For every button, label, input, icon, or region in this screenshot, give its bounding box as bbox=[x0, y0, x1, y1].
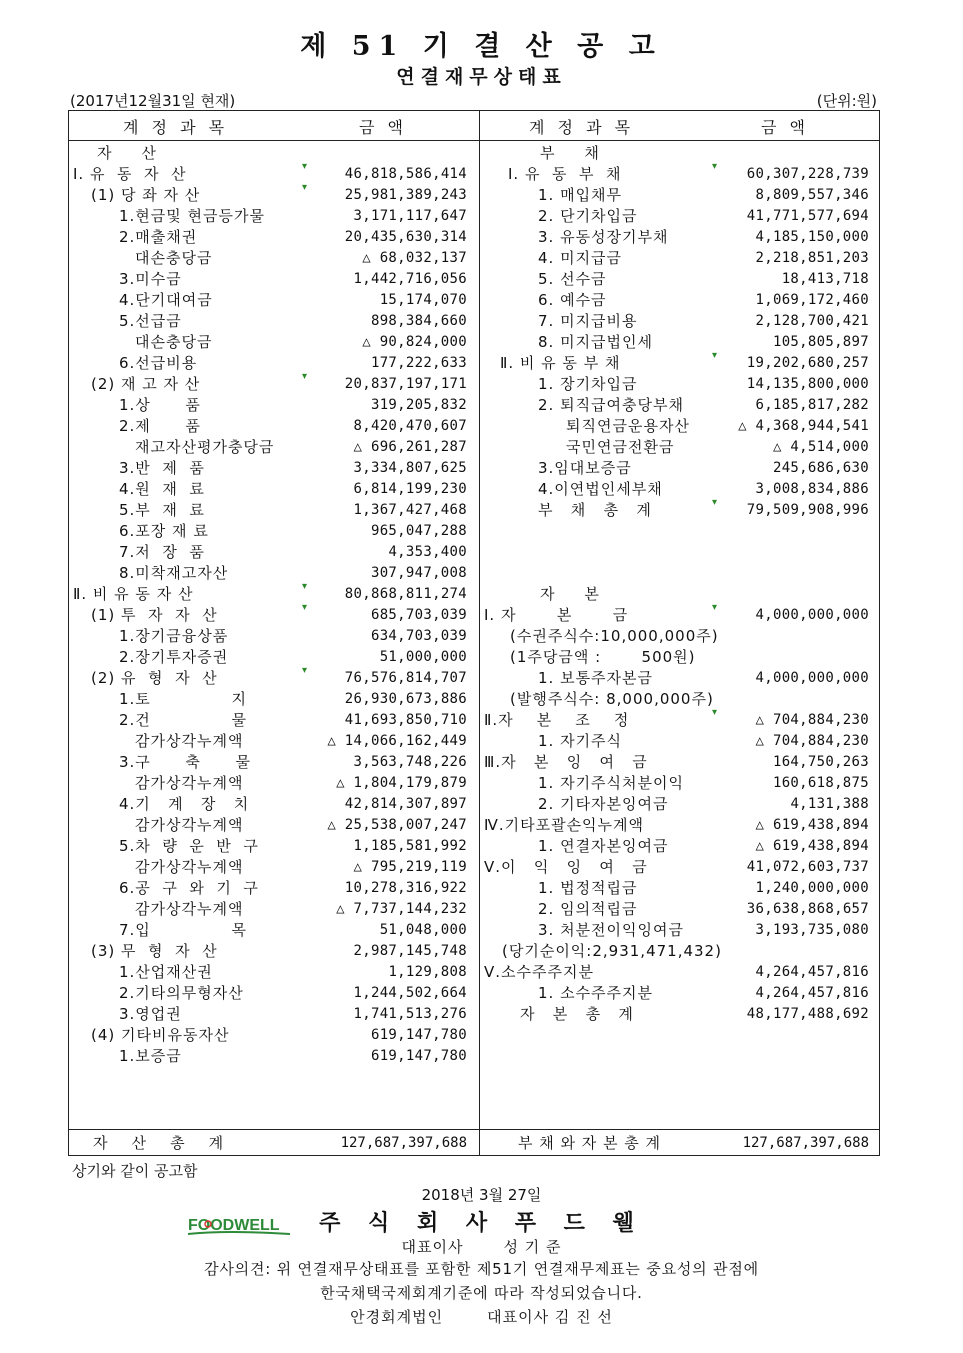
asset-account-label: 4.단기대여금 bbox=[119, 291, 213, 309]
liability-equity-account-label: 자 본 총 계 bbox=[520, 1005, 634, 1023]
liability-equity-row bbox=[480, 161, 869, 185]
asset-amount: 51,000,000 bbox=[379, 649, 467, 665]
liability-equity-row bbox=[480, 227, 869, 248]
asset-row bbox=[69, 602, 467, 626]
liabilities-equity-total-amount: 127,687,397,688 bbox=[742, 1135, 869, 1151]
asset-account-label: 1.현금및 현금등가물 bbox=[119, 207, 266, 225]
asset-amount: 634,703,039 bbox=[370, 628, 467, 644]
liability-equity-account-label: Ⅰ. 자 본 금 bbox=[484, 606, 629, 624]
liability-equity-row bbox=[480, 836, 869, 857]
liability-equity-account-label: 1. 매입채무 bbox=[538, 186, 623, 204]
asset-amount: 1,129,808 bbox=[388, 964, 467, 980]
marker-icon: ▾ bbox=[301, 371, 307, 382]
liability-equity-row bbox=[480, 899, 869, 920]
liability-equity-amount: 2,128,700,421 bbox=[755, 313, 869, 329]
liability-equity-row bbox=[480, 497, 869, 521]
asset-row bbox=[69, 371, 467, 395]
liability-equity-amount: △ 704,884,230 bbox=[755, 712, 869, 728]
marker-icon: ▾ bbox=[301, 602, 307, 613]
asset-amount: 3,171,117,647 bbox=[353, 208, 467, 224]
asset-amount: △ 696,261,287 bbox=[353, 439, 467, 455]
asset-row bbox=[69, 542, 467, 563]
liability-equity-amount: 4,264,457,816 bbox=[755, 964, 869, 980]
marker-icon: ▾ bbox=[301, 182, 307, 193]
asset-row bbox=[69, 941, 467, 962]
liability-equity-account-label: 6. 예수금 bbox=[538, 291, 607, 309]
liability-equity-amount: 4,000,000,000 bbox=[755, 607, 869, 623]
liability-equity-account-label: 부 채 bbox=[540, 144, 600, 162]
asset-amount: 6,814,199,230 bbox=[353, 481, 467, 497]
liability-equity-account-label: 1. 보통주자본금 bbox=[538, 669, 654, 687]
liability-equity-account-label: 4.이연법인세부채 bbox=[538, 480, 663, 498]
asset-amount: 1,185,581,992 bbox=[353, 838, 467, 854]
asset-row bbox=[69, 899, 467, 920]
liability-equity-amount: △ 619,438,894 bbox=[755, 838, 869, 854]
liability-equity-row bbox=[480, 941, 869, 962]
asset-amount: 51,048,000 bbox=[379, 922, 467, 938]
marker-icon: ▾ bbox=[711, 707, 717, 718]
liability-equity-account-label: 1. 자기주식 bbox=[538, 732, 623, 750]
asset-row bbox=[69, 878, 467, 899]
liability-equity-row bbox=[480, 626, 869, 647]
liability-equity-row bbox=[480, 668, 869, 689]
audit-opinion-line-1: 감사의견: 위 연결재무상태표를 포함한 제51기 연결재무제표는 중요성의 관점에 bbox=[204, 1260, 759, 1278]
liability-equity-amount: 4,185,150,000 bbox=[755, 229, 869, 245]
liability-equity-amount: 41,771,577,694 bbox=[746, 208, 869, 224]
representative-line bbox=[0, 1236, 963, 1257]
asset-account-label: 5.차 량 운 반 구 bbox=[119, 837, 259, 855]
liability-equity-amount: 14,135,800,000 bbox=[746, 376, 869, 392]
liability-equity-amount: 3,008,834,886 bbox=[755, 481, 869, 497]
asset-account-label: 6.선급비용 bbox=[119, 354, 198, 372]
asset-amount: 2,987,145,748 bbox=[353, 943, 467, 959]
liability-equity-amount: 8,809,557,346 bbox=[755, 187, 869, 203]
asset-amount: 307,947,008 bbox=[370, 565, 467, 581]
right-header-amount: 금 액 bbox=[761, 118, 809, 137]
logo-text: FOODWELL bbox=[188, 1217, 280, 1234]
liability-equity-account-label: Ⅲ.자 본 잉 여 금 bbox=[484, 753, 648, 771]
liability-equity-account-label: Ⅳ.기타포괄손익누계액 bbox=[484, 816, 645, 834]
liability-equity-row bbox=[480, 206, 869, 227]
asset-row bbox=[69, 920, 467, 941]
asset-row bbox=[69, 479, 467, 500]
asset-row bbox=[69, 269, 467, 290]
liability-equity-amount: 4,000,000,000 bbox=[755, 670, 869, 686]
liability-equity-row bbox=[480, 962, 869, 983]
liability-equity-account-label: (1주당금액 : 500원) bbox=[510, 648, 696, 666]
asset-amount: 26,930,673,886 bbox=[344, 691, 467, 707]
liability-equity-account-label: Ⅴ.이 익 잉 여 금 bbox=[484, 858, 648, 876]
liability-equity-row bbox=[480, 563, 869, 584]
asset-account-label: Ⅰ. 유 동 자 산 bbox=[73, 165, 187, 183]
asset-row bbox=[69, 773, 467, 794]
company-name: 주 식 회 사 푸 드 웰 bbox=[319, 1210, 644, 1236]
asset-account-label: 2.매출채권 bbox=[119, 228, 198, 246]
asset-account-label: 2.기타의무형자산 bbox=[119, 984, 244, 1002]
liability-equity-account-label: 8. 미지급법인세 bbox=[538, 333, 654, 351]
liability-equity-amount: 79,509,908,996 bbox=[746, 502, 869, 518]
liability-equity-row bbox=[480, 920, 869, 941]
liability-equity-row bbox=[480, 689, 869, 710]
liability-equity-account-label: (수권주식수:10,000,000주) bbox=[510, 627, 719, 645]
liability-equity-amount: △ 4,514,000 bbox=[772, 439, 869, 455]
liability-equity-amount: 105,805,897 bbox=[772, 334, 869, 350]
asset-row bbox=[69, 815, 467, 836]
balance-sheet-table bbox=[68, 110, 880, 1156]
asset-account-label: 3.구 축 물 bbox=[119, 753, 251, 771]
liability-equity-amount: △ 704,884,230 bbox=[755, 733, 869, 749]
asset-account-label: 3.영업권 bbox=[119, 1005, 182, 1023]
liability-equity-row bbox=[480, 857, 869, 878]
left-header-amount: 금 액 bbox=[359, 118, 407, 137]
marker-icon: ▾ bbox=[711, 497, 717, 508]
liability-equity-account-label: 부 채 총 계 bbox=[538, 501, 652, 519]
liability-equity-row bbox=[480, 311, 869, 332]
liability-equity-row bbox=[480, 731, 869, 752]
asset-account-label: 5.부 재 료 bbox=[119, 501, 205, 519]
liability-equity-row bbox=[480, 707, 869, 731]
asset-account-label: (1) 투 자 자 산 bbox=[91, 606, 218, 624]
liability-equity-account-label: 4. 미지급금 bbox=[538, 249, 623, 267]
liability-equity-account-label: Ⅰ. 유 동 부 채 bbox=[508, 165, 622, 183]
asset-row bbox=[69, 1025, 467, 1046]
liability-equity-row bbox=[480, 584, 869, 605]
asset-amount: 1,741,513,276 bbox=[353, 1006, 467, 1022]
asset-amount: △ 7,737,144,232 bbox=[336, 901, 467, 917]
asset-account-label: 1.보증금 bbox=[119, 1047, 182, 1065]
liability-equity-account-label: 2. 임의적립금 bbox=[538, 900, 638, 918]
asset-account-label: 6.공 구 와 기 구 bbox=[119, 879, 259, 897]
left-header-account: 계 정 과 목 bbox=[123, 118, 229, 137]
liability-equity-row bbox=[480, 143, 869, 164]
ceo-title: 대표이사 bbox=[401, 1238, 464, 1256]
asset-row bbox=[69, 332, 467, 353]
liability-equity-amount: 245,686,630 bbox=[772, 460, 869, 476]
liability-equity-account-label: 2. 기타자본잉여금 bbox=[538, 795, 669, 813]
liability-equity-account-label: 3.임대보증금 bbox=[538, 459, 632, 477]
audit-opinion-line-2: 한국채택국제회계기준에 따라 작성되었습니다. bbox=[320, 1284, 643, 1302]
asset-account-label: 5.선급금 bbox=[119, 312, 182, 330]
asset-account-label: Ⅱ. 비 유 동 자 산 bbox=[73, 585, 194, 603]
liability-equity-account-label: 퇴직연금운용자산 bbox=[566, 417, 690, 435]
asset-account-label: 1.토 지 bbox=[119, 690, 248, 708]
asset-row bbox=[69, 500, 467, 521]
liability-equity-row bbox=[480, 395, 869, 416]
asset-amount: 1,367,427,468 bbox=[353, 502, 467, 518]
liability-equity-row bbox=[480, 416, 869, 437]
asset-row bbox=[69, 290, 467, 311]
asset-account-label: 재고자산평가충당금 bbox=[135, 438, 275, 456]
liability-equity-amount: 2,218,851,203 bbox=[755, 250, 869, 266]
asset-row bbox=[69, 962, 467, 983]
asset-amount: △ 25,538,007,247 bbox=[327, 817, 467, 833]
liability-equity-row bbox=[480, 269, 869, 290]
total-divider bbox=[69, 1129, 879, 1130]
liability-equity-row bbox=[480, 521, 869, 542]
liability-equity-amount: 18,413,718 bbox=[781, 271, 869, 287]
liability-equity-account-label: 1. 소수주주지분 bbox=[538, 984, 654, 1002]
liability-equity-row bbox=[480, 374, 869, 395]
marker-icon: ▾ bbox=[711, 350, 717, 361]
asset-row bbox=[69, 563, 467, 584]
liability-equity-account-label: Ⅴ.소수주주지분 bbox=[484, 963, 594, 981]
asset-row bbox=[69, 626, 467, 647]
asset-account-label: (2) 재 고 자 산 bbox=[91, 375, 201, 393]
asset-row bbox=[69, 794, 467, 815]
liability-equity-row bbox=[480, 1004, 869, 1025]
asset-amount: 20,435,630,314 bbox=[344, 229, 467, 245]
asset-account-label: 7.저 장 품 bbox=[119, 543, 205, 561]
right-header-account: 계 정 과 목 bbox=[529, 118, 635, 137]
asset-amount: 619,147,780 bbox=[370, 1027, 467, 1043]
liability-equity-row bbox=[480, 602, 869, 626]
asset-account-label: 감가상각누계액 bbox=[135, 858, 244, 876]
auditor-line bbox=[0, 1306, 963, 1327]
asset-row bbox=[69, 248, 467, 269]
asset-row bbox=[69, 710, 467, 731]
liability-equity-account-label: 5. 선수금 bbox=[538, 270, 607, 288]
asset-row bbox=[69, 665, 467, 689]
announcement-title: 제 51 기 결 산 공 고 bbox=[300, 31, 663, 62]
liability-equity-amount: △ 4,368,944,541 bbox=[738, 418, 869, 434]
assets-total-amount: 127,687,397,688 bbox=[340, 1135, 467, 1151]
assets-column bbox=[69, 143, 467, 1067]
liability-equity-amount: △ 619,438,894 bbox=[755, 817, 869, 833]
asset-account-label: 4.원 재 료 bbox=[119, 480, 205, 498]
unit-note: (단위:원) bbox=[816, 92, 877, 110]
asset-amount: △ 68,032,137 bbox=[362, 250, 467, 266]
liability-equity-account-label: (당기순이익:2,931,471,432) bbox=[502, 942, 722, 960]
liability-equity-amount: 41,072,603,737 bbox=[746, 859, 869, 875]
asset-row bbox=[69, 731, 467, 752]
asset-row bbox=[69, 161, 467, 185]
asset-account-label: 6.포장 재 료 bbox=[119, 522, 209, 540]
asset-account-label: (2) 유 형 자 산 bbox=[91, 669, 218, 687]
liability-equity-amount: 164,750,263 bbox=[772, 754, 869, 770]
liability-equity-account-label: 자 본 bbox=[540, 585, 600, 603]
asset-amount: 41,693,850,710 bbox=[344, 712, 467, 728]
asset-amount: 76,576,814,707 bbox=[344, 670, 467, 686]
liability-equity-row bbox=[480, 185, 869, 206]
asset-row bbox=[69, 437, 467, 458]
assets-total-row bbox=[69, 1133, 467, 1154]
liability-equity-amount: 6,185,817,282 bbox=[755, 397, 869, 413]
asset-row bbox=[69, 1046, 467, 1067]
asset-amount: 965,047,288 bbox=[370, 523, 467, 539]
liability-equity-row bbox=[480, 458, 869, 479]
liability-equity-amount: 19,202,680,257 bbox=[746, 355, 869, 371]
as-of-date: (2017년12월31일 현재) bbox=[70, 92, 236, 110]
asset-amount: 898,384,660 bbox=[370, 313, 467, 329]
asset-row bbox=[69, 581, 467, 605]
asset-account-label: 1.장기금융상품 bbox=[119, 627, 229, 645]
asset-row bbox=[69, 143, 467, 164]
liabilities-equity-total-row bbox=[480, 1133, 869, 1154]
asset-row bbox=[69, 227, 467, 248]
asset-account-label: 감가상각누계액 bbox=[135, 732, 244, 750]
liability-equity-account-label: 3. 유동성장기부채 bbox=[538, 228, 669, 246]
asset-account-label: 대손충당금 bbox=[135, 333, 213, 351]
asset-row bbox=[69, 206, 467, 227]
statement-title: 연결재무상태표 bbox=[396, 66, 567, 88]
liability-equity-account-label: 국민연금전환금 bbox=[566, 438, 675, 456]
asset-amount: 319,205,832 bbox=[370, 397, 467, 413]
asset-account-label: (1) 당 좌 자 산 bbox=[91, 186, 201, 204]
marker-icon: ▾ bbox=[301, 665, 307, 676]
asset-row bbox=[69, 458, 467, 479]
asset-amount: 1,442,716,056 bbox=[353, 271, 467, 287]
marker-icon: ▾ bbox=[301, 161, 307, 172]
liability-equity-amount: 3,193,735,080 bbox=[755, 922, 869, 938]
closing-statement: 상기와 같이 공고함 bbox=[72, 1162, 198, 1180]
asset-amount: 3,334,807,625 bbox=[353, 460, 467, 476]
asset-account-label: (3) 무 형 자 산 bbox=[91, 942, 218, 960]
asset-account-label: 8.미착재고자산 bbox=[119, 564, 229, 582]
asset-amount: 177,222,633 bbox=[370, 355, 467, 371]
asset-account-label: 2.건 물 bbox=[119, 711, 248, 729]
marker-icon: ▾ bbox=[301, 581, 307, 592]
header-divider bbox=[69, 140, 879, 141]
liability-equity-row bbox=[480, 437, 869, 458]
liability-equity-row bbox=[480, 983, 869, 1004]
asset-row bbox=[69, 1004, 467, 1025]
liability-equity-amount: 4,131,388 bbox=[790, 796, 869, 812]
asset-account-label: 4.기 계 장 치 bbox=[119, 795, 250, 813]
liability-equity-amount: 48,177,488,692 bbox=[746, 1006, 869, 1022]
liabilities-equity-column bbox=[480, 143, 869, 1025]
asset-account-label: 7.입 목 bbox=[119, 921, 248, 939]
liability-equity-amount: 160,618,875 bbox=[772, 775, 869, 791]
liability-equity-row bbox=[480, 332, 869, 353]
asset-account-label: 1.상 품 bbox=[119, 396, 201, 414]
liability-equity-amount: 1,240,000,000 bbox=[755, 880, 869, 896]
asset-account-label: 3.반 제 품 bbox=[119, 459, 205, 477]
asset-amount: △ 90,824,000 bbox=[362, 334, 467, 350]
asset-amount: 685,703,039 bbox=[370, 607, 467, 623]
asset-row bbox=[69, 395, 467, 416]
liability-equity-row bbox=[480, 290, 869, 311]
asset-amount: 1,244,502,664 bbox=[353, 985, 467, 1001]
asset-row bbox=[69, 353, 467, 374]
asset-amount: △ 1,804,179,879 bbox=[336, 775, 467, 791]
ceo-name: 성 기 준 bbox=[503, 1238, 562, 1256]
asset-amount: 20,837,197,171 bbox=[344, 376, 467, 392]
liability-equity-row bbox=[480, 647, 869, 668]
assets-total-label: 자 산 총 계 bbox=[93, 1134, 225, 1152]
asset-row bbox=[69, 857, 467, 878]
liability-equity-row bbox=[480, 815, 869, 836]
liability-equity-account-label: Ⅱ. 비 유 동 부 채 bbox=[500, 354, 621, 372]
asset-amount: 3,563,748,226 bbox=[353, 754, 467, 770]
liability-equity-amount: 4,264,457,816 bbox=[755, 985, 869, 1001]
liability-equity-row bbox=[480, 248, 869, 269]
asset-amount: △ 14,066,162,449 bbox=[327, 733, 467, 749]
asset-account-label: 대손충당금 bbox=[135, 249, 213, 267]
liability-equity-row bbox=[480, 350, 869, 374]
asset-row bbox=[69, 983, 467, 1004]
liability-equity-account-label: 1. 장기차입금 bbox=[538, 375, 638, 393]
asset-amount: 10,278,316,922 bbox=[344, 880, 467, 896]
liability-equity-row bbox=[480, 878, 869, 899]
asset-account-label: 2.장기투자증권 bbox=[119, 648, 229, 666]
liability-equity-account-label: 1. 법정적립금 bbox=[538, 879, 638, 897]
publication-date: 2018년 3월 27일 bbox=[421, 1186, 542, 1204]
asset-row bbox=[69, 752, 467, 773]
marker-icon: ▾ bbox=[711, 602, 717, 613]
asset-account-label: 1.산업재산권 bbox=[119, 963, 213, 981]
liability-equity-account-label: 3. 처분전이익잉여금 bbox=[538, 921, 685, 939]
auditor-ceo: 대표이사 김 진 선 bbox=[487, 1308, 613, 1326]
asset-account-label: (4) 기타비유동자산 bbox=[91, 1026, 230, 1044]
asset-account-label: 감가상각누계액 bbox=[135, 816, 244, 834]
liability-equity-amount: 60,307,228,739 bbox=[746, 166, 869, 182]
asset-row bbox=[69, 416, 467, 437]
asset-account-label: 3.미수금 bbox=[119, 270, 182, 288]
asset-row bbox=[69, 521, 467, 542]
marker-icon: ▾ bbox=[711, 161, 717, 172]
liability-equity-row bbox=[480, 479, 869, 500]
asset-amount: 619,147,780 bbox=[370, 1048, 467, 1064]
asset-amount: 8,420,470,607 bbox=[353, 418, 467, 434]
asset-amount: 25,981,389,243 bbox=[344, 187, 467, 203]
liability-equity-account-label: (발행주식수: 8,000,000주) bbox=[510, 690, 714, 708]
asset-row bbox=[69, 836, 467, 857]
asset-row bbox=[69, 689, 467, 710]
liability-equity-account-label: Ⅱ.자 본 조 정 bbox=[484, 711, 630, 729]
asset-amount: 80,868,811,274 bbox=[344, 586, 467, 602]
liability-equity-account-label: 7. 미지급비용 bbox=[538, 312, 638, 330]
asset-account-label: 2.제 품 bbox=[119, 417, 201, 435]
liabilities-equity-total-label: 부 채 와 자 본 총 계 bbox=[518, 1134, 662, 1152]
asset-amount: 4,353,400 bbox=[388, 544, 467, 560]
asset-amount: 15,174,070 bbox=[379, 292, 467, 308]
liability-equity-amount: 1,069,172,460 bbox=[755, 292, 869, 308]
asset-account-label: 감가상각누계액 bbox=[135, 900, 244, 918]
liability-equity-account-label: 2. 퇴직급여충당부채 bbox=[538, 396, 685, 414]
asset-amount: 46,818,586,414 bbox=[344, 166, 467, 182]
asset-amount: 42,814,307,897 bbox=[344, 796, 467, 812]
asset-account-label: 감가상각누계액 bbox=[135, 774, 244, 792]
asset-account-label: 자 산 bbox=[97, 144, 157, 162]
asset-row bbox=[69, 182, 467, 206]
asset-row bbox=[69, 311, 467, 332]
asset-row bbox=[69, 647, 467, 668]
liability-equity-account-label: 1. 자기주식처분이익 bbox=[538, 774, 685, 792]
liability-equity-account-label: 1. 연결자본잉여금 bbox=[538, 837, 669, 855]
liability-equity-row bbox=[480, 752, 869, 773]
auditor-firm: 안경회계법인 bbox=[350, 1308, 444, 1326]
asset-amount: △ 795,219,119 bbox=[353, 859, 467, 875]
liability-equity-row bbox=[480, 773, 869, 794]
liability-equity-row bbox=[480, 794, 869, 815]
liability-equity-account-label: 2. 단기차입금 bbox=[538, 207, 638, 225]
liability-equity-amount: 36,638,868,657 bbox=[746, 901, 869, 917]
liability-equity-row bbox=[480, 542, 869, 563]
